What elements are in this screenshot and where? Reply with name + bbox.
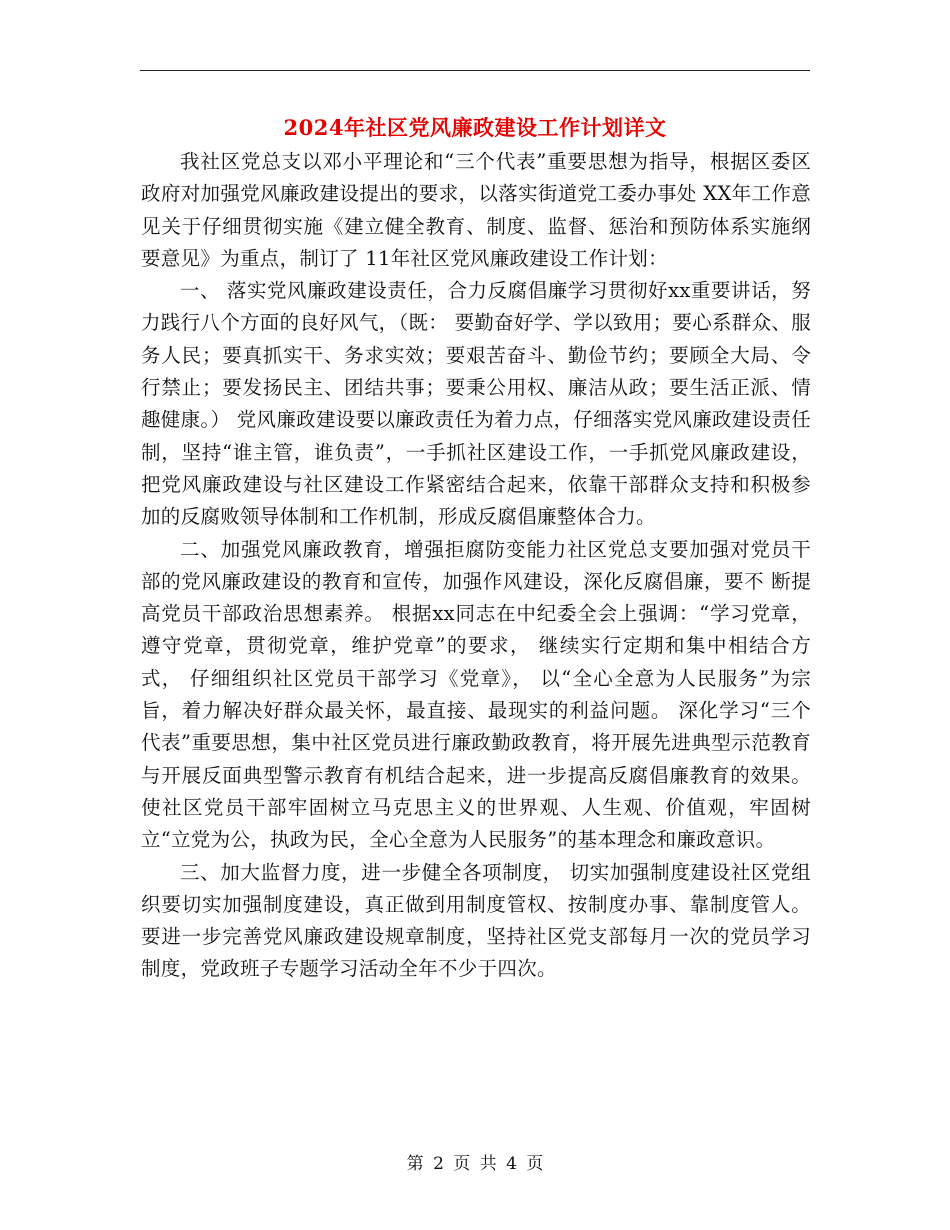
paragraph-section-3: 三、加大监督力度，进一步健全各项制度， 切实加强制度建设社区党组织要切实加强制度建设，真正做到用制度管权、按制度办事、靠制度管人。要进一步完善党风廉政建设规章制度，坚持社区党支部每月一次的党员学习制度，党政班子专题学习活动全年不少于四次。 xyxy=(141,860,811,981)
paragraph-section-1: 一、 落实党风廉政建设责任，合力反腐倡廉学习贯彻好xx重要讲话，努力践行八个方面的良好风气，（既： 要勤奋好学、学以致用；要心系群众、服务人民；要真抓实干、务求实效；要艰苦奋斗、勤俭节约；要顾全大局、令行禁止；要发扬民主、团结共事；要秉公用权、廉洁从政；要生活正派、情趣健康。） 党风廉政建设要以廉政责任为着力点，仔细落实党风廉政建设责任制，坚持“谁主管，谁负责”，一手抓社区建设工作，一手抓党风廉政建设，把党风廉政建设与社区建设工作紧密结合起来，依靠干部群众支持和积极参加的反腐败领导体制和工作机制，形成反腐倡廉整体合力。 xyxy=(141,279,811,529)
document-body xyxy=(141,146,811,986)
page-number: 第 2 页 共 4 页 xyxy=(406,1154,544,1174)
paragraph-intro: 我社区党总支以邓小平理论和“三个代表”重要思想为指导，根据区委区政府对加强党风廉政建设提出的要求，以落实街道党工委办事处 XX年工作意见关于仔细贯彻实施《建立健全教育、制度、监督、惩治和预防体系实施纲要意见》为重点，制订了 11年社区党风廉政建设工作计划： xyxy=(141,150,811,270)
header-rule xyxy=(140,70,810,71)
paragraph-section-2: 二、加强党风廉政教育，增强拒腐防变能力社区党总支要加强对党员干部的党风廉政建设的教育和宣传，加强作风建设，深化反腐倡廉，要不 断提高党员干部政治思想素养。 根据xx同志在中纪委全会上强调：“学习党章，遵守党章，贯彻党章，维护党章”的要求， 继续实行定期和集中相结合方式， 仔细组织社区党员干部学习《党章》， 以“全心全意为人民服务”为宗旨，着力解决好群众最关怀，最直接、最现实的利益问题。 深化学习“三个代表”重要思想，集中社区党员进行廉政勤政教育，将开展先进典型示范教育与开展反面典型警示教育有机结合起来，进一步提高反腐倡廉教育的效果。使社区党员干部牢固树立马克思主义的世界观、人生观、价值观，牢固树立“立党为公，执政为民，全心全意为人民服务”的基本理念和廉政意识。 xyxy=(141,537,811,852)
document-title: 2024年社区党风廉政建设工作计划详文 xyxy=(283,115,667,140)
